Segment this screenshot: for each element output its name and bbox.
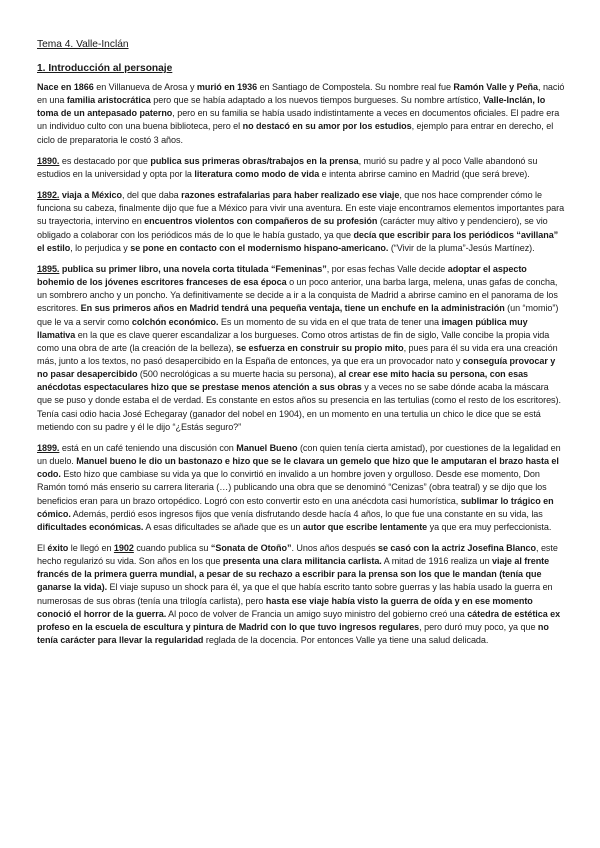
text-run: Esto hizo que cambiase su vida ya que lo convirtió en invalido a un hombre joven y orgulloso. Desde ese momento, Don Ramón tomó más enserio su carrera literaria (…) publicando una obra que se denominó “Cenizas” (obra teatral) y se dijo que los beneficios eran para un brazo ortopédico. Logró con esto convertir esto en una anécdota casi humorística, (37, 469, 547, 506)
text-run: , pero duró muy poco, ya que (419, 621, 538, 632)
bold-run: conseguía provocar y no pasar desapercibido (37, 355, 556, 380)
bold-run: murió en 1936 (196, 82, 258, 92)
text-run: Además, perdió esos ingresos fijos que venía disfrutando desde hacía 4 años, lo que fue una constante en su vida, las (70, 508, 543, 519)
text-run: (un “momio”) que le va a servir como (37, 303, 559, 327)
bold-run: adoptar el aspecto bohemio de los jóvenes escritores franceses de esa época (37, 263, 527, 288)
text-run: A mitad de 1916 realiza un (381, 556, 493, 567)
text-run: , del que daba (122, 190, 182, 201)
bold-run: “Sonata de Otoño” (210, 543, 292, 553)
bold-run: publica sus primeras obras/trabajos en la prensa (150, 155, 359, 166)
text-run: , lo perjudica y (70, 242, 131, 253)
text-run: y a veces no se sabe dónde acaba la máscara que se puso y donde estaba el de verdad. Es constante en estos años su presencia en las tertulias (como el resto de los escritores). Tenía casi odio hacia José Echegaray (ganador del nobel en 1904), en un momento en una tertulia un chico le dice que se está metiendo con su padre y él le dijo “¿Estás seguro?” (37, 382, 561, 432)
bold-run: En sus primeros años en Madrid tendrá una pequeña ventaja, tiene un enchufe en la administración (80, 303, 505, 314)
text-run: está en un café teniendo una discusión con (59, 442, 237, 453)
text-run: , que nos hace comprender cómo le funciona su cabeza, finalmente dijo que fue a México para vivir una aventura. En este viaje encontramos elementos importantes para su trayectoria, intervino en (37, 190, 565, 227)
text-run: (500 necrológicas a su muerte hacia su persona), (137, 369, 339, 380)
text-run: es destacado por que (59, 155, 151, 166)
bold-run: se casó con la actriz Josefina Blanco (377, 543, 537, 553)
bold-run: no destacó en su amor por los estudios (242, 121, 412, 132)
bold-run: Manuel bueno le dio un bastonazo e hizo que se le clavara un gemelo que hizo que le amputaran el brazo hasta el codo. (37, 456, 559, 480)
bold-run: éxito (47, 543, 69, 553)
bold-run: autor que escribe lentamente (302, 521, 428, 532)
bold-run: Valle-Inclán, lo toma de un antepasado paterno (37, 95, 546, 119)
text-run: , murió su padre y al poco Valle abandonó su estudios en la universidad y opta por la (37, 155, 538, 179)
paragraph-1902 (37, 542, 566, 647)
text-run: , este hecho regularizó su vida. Son años en los que (37, 543, 558, 567)
text-run: El (37, 543, 48, 553)
bold-run: se pone en contacto con el modernismo hispano-americano. (130, 242, 389, 253)
paragraph-1890 (37, 155, 566, 181)
text-run: cuando publica su (133, 543, 211, 553)
year-label: 1899. (37, 442, 60, 453)
bold-run: presenta una clara militancia carlista. (222, 556, 382, 567)
text-run: ya que era muy perfeccionista. (427, 521, 552, 532)
bold-run: razones estrafalarias para haber realizado ese viaje (181, 190, 400, 201)
bold-run: sublimar lo trágico en cómico. (37, 495, 554, 519)
bold-run: familia aristocrática (66, 95, 151, 106)
paragraph-1892 (37, 189, 566, 255)
text-run: , por esas fechas Valle decide (326, 263, 448, 274)
bold-run: Ramón Valle y Peña (453, 82, 539, 92)
bold-run: se esfuerza en construir su propio mito (236, 342, 404, 353)
text-run: A esas dificultades se añade que es un (143, 521, 303, 532)
bold-run: dificultades económicas. (37, 521, 144, 532)
paragraph-1899 (37, 442, 566, 534)
year-label: 1902 (113, 543, 134, 553)
year-label: 1895. (37, 263, 60, 274)
bold-run: imagen pública muy llamativa (37, 316, 528, 340)
document-title: Tema 4. Valle-Inclán (37, 39, 129, 50)
text-run: (con quien tenía cierta amistad), por cuestiones de la legalidad en un duelo. (37, 442, 561, 467)
bold-run: al crear ese mito hacia su persona, con esas anécdotas espectaculares hizo que se prestase menos atención a sus obras (37, 369, 529, 393)
text-run: El viaje supuso un shock para él, ya que el que había escrito tanto sobre guerras y las había usado la guerra en numerosas de sus obras (tenía una trilogía carlista), pero (37, 582, 553, 606)
bold-run: cátedra de estética ex profeso en la escuela de escultura y pintura de Madrid con lo que tuvo ingresos regulares (37, 608, 561, 632)
text-run: . Unos años después (291, 543, 378, 553)
paragraph-intro (37, 81, 566, 147)
bold-run: viaja a México (61, 190, 123, 201)
paragraph-1895 (37, 263, 566, 434)
text-run: en la que es clave querer escandalizar a los burgueses. Como otros artistas de fin de siglo, Valle concibe la propia vida como una obra de arte (la creación de la belleza), (37, 329, 550, 353)
text-run: e intenta abrirse camino en Madrid (que será breve). (319, 168, 530, 179)
bold-run: viaje al frente francés de la primera guerra mundial, a pesar de su rechazo a escribir para la prensa son los que le mandan (tenía que ganarse la vida). (37, 556, 550, 593)
bold-run: literatura como modo de vida (194, 168, 320, 179)
text-run: pero que se había adaptado a los nuevos tiempos burgueses. Su nombre artístico, (150, 95, 484, 106)
text-run: , pues para él su vida era una creación más, junto a los textos, no pasó desapercibido en la España de entonces, ya que era un provocador nato y (37, 342, 558, 366)
text-run: (carácter muy altivo y pendenciero), se vio obligado a colaborar con los periódicos más de lo que le había gustado, ya que (37, 216, 548, 240)
bold-run: colchón económico. (131, 316, 219, 327)
section-heading: 1. Introducción al personaje (37, 63, 173, 74)
bold-run: no tenía carácter para llevar la regularidad (37, 621, 549, 646)
text-run: o un poco anterior, una barba larga, melena, unas gafas de concha, un sombrero ancho y un poncho. Ya definitivamente se decide a ir a la conquista de Madrid a abrirse camino en el panorama de los escritores. (37, 277, 558, 314)
bold-run: hasta ese viaje había visto la guerra de oída y en ese momento conoció el horror de la guerra. (37, 595, 533, 619)
text-run: le llegó en (68, 543, 114, 553)
bold-run: publica su primer libro, una novela corta titulada “Femeninas” (61, 263, 327, 274)
year-label: 1892. (37, 190, 60, 201)
bold-run: Nace en 1866 (37, 82, 94, 92)
text-run: en Santiago de Compostela. Su nombre real fue (257, 82, 454, 92)
bold-run: decía que escribir para los periódicos “avillana” el estilo (37, 229, 559, 253)
year-label: 1890. (37, 155, 60, 166)
text-run: Al poco de volver de Francia un amigo suyo ministro del gobierno creó una (166, 608, 468, 619)
text-run: Es un momento de su vida en el que trata de tener una (218, 316, 442, 327)
text-run: reglada de la docencia. Por entonces Valle ya tiene una salud delicada. (203, 635, 489, 646)
bold-run: encuentros violentos con compañeros de su profesión (144, 216, 378, 227)
text-run: , ejemplo para entrar en derecho, el ciclo de preparatoria le costó 3 años. (37, 121, 554, 145)
bold-run: Manuel Bueno (236, 442, 298, 453)
text-run: (“Vivir de la pluma”-Jesús Martínez). (388, 242, 535, 253)
text-run: , nació en una (37, 82, 565, 106)
text-run: en Villanueva de Arosa y (93, 82, 197, 92)
text-run: , pero en su familia se había usado indistintamente a veces en documentos oficiales. El padre era un individuo culto con una buena biblioteca, pero el (37, 108, 560, 132)
